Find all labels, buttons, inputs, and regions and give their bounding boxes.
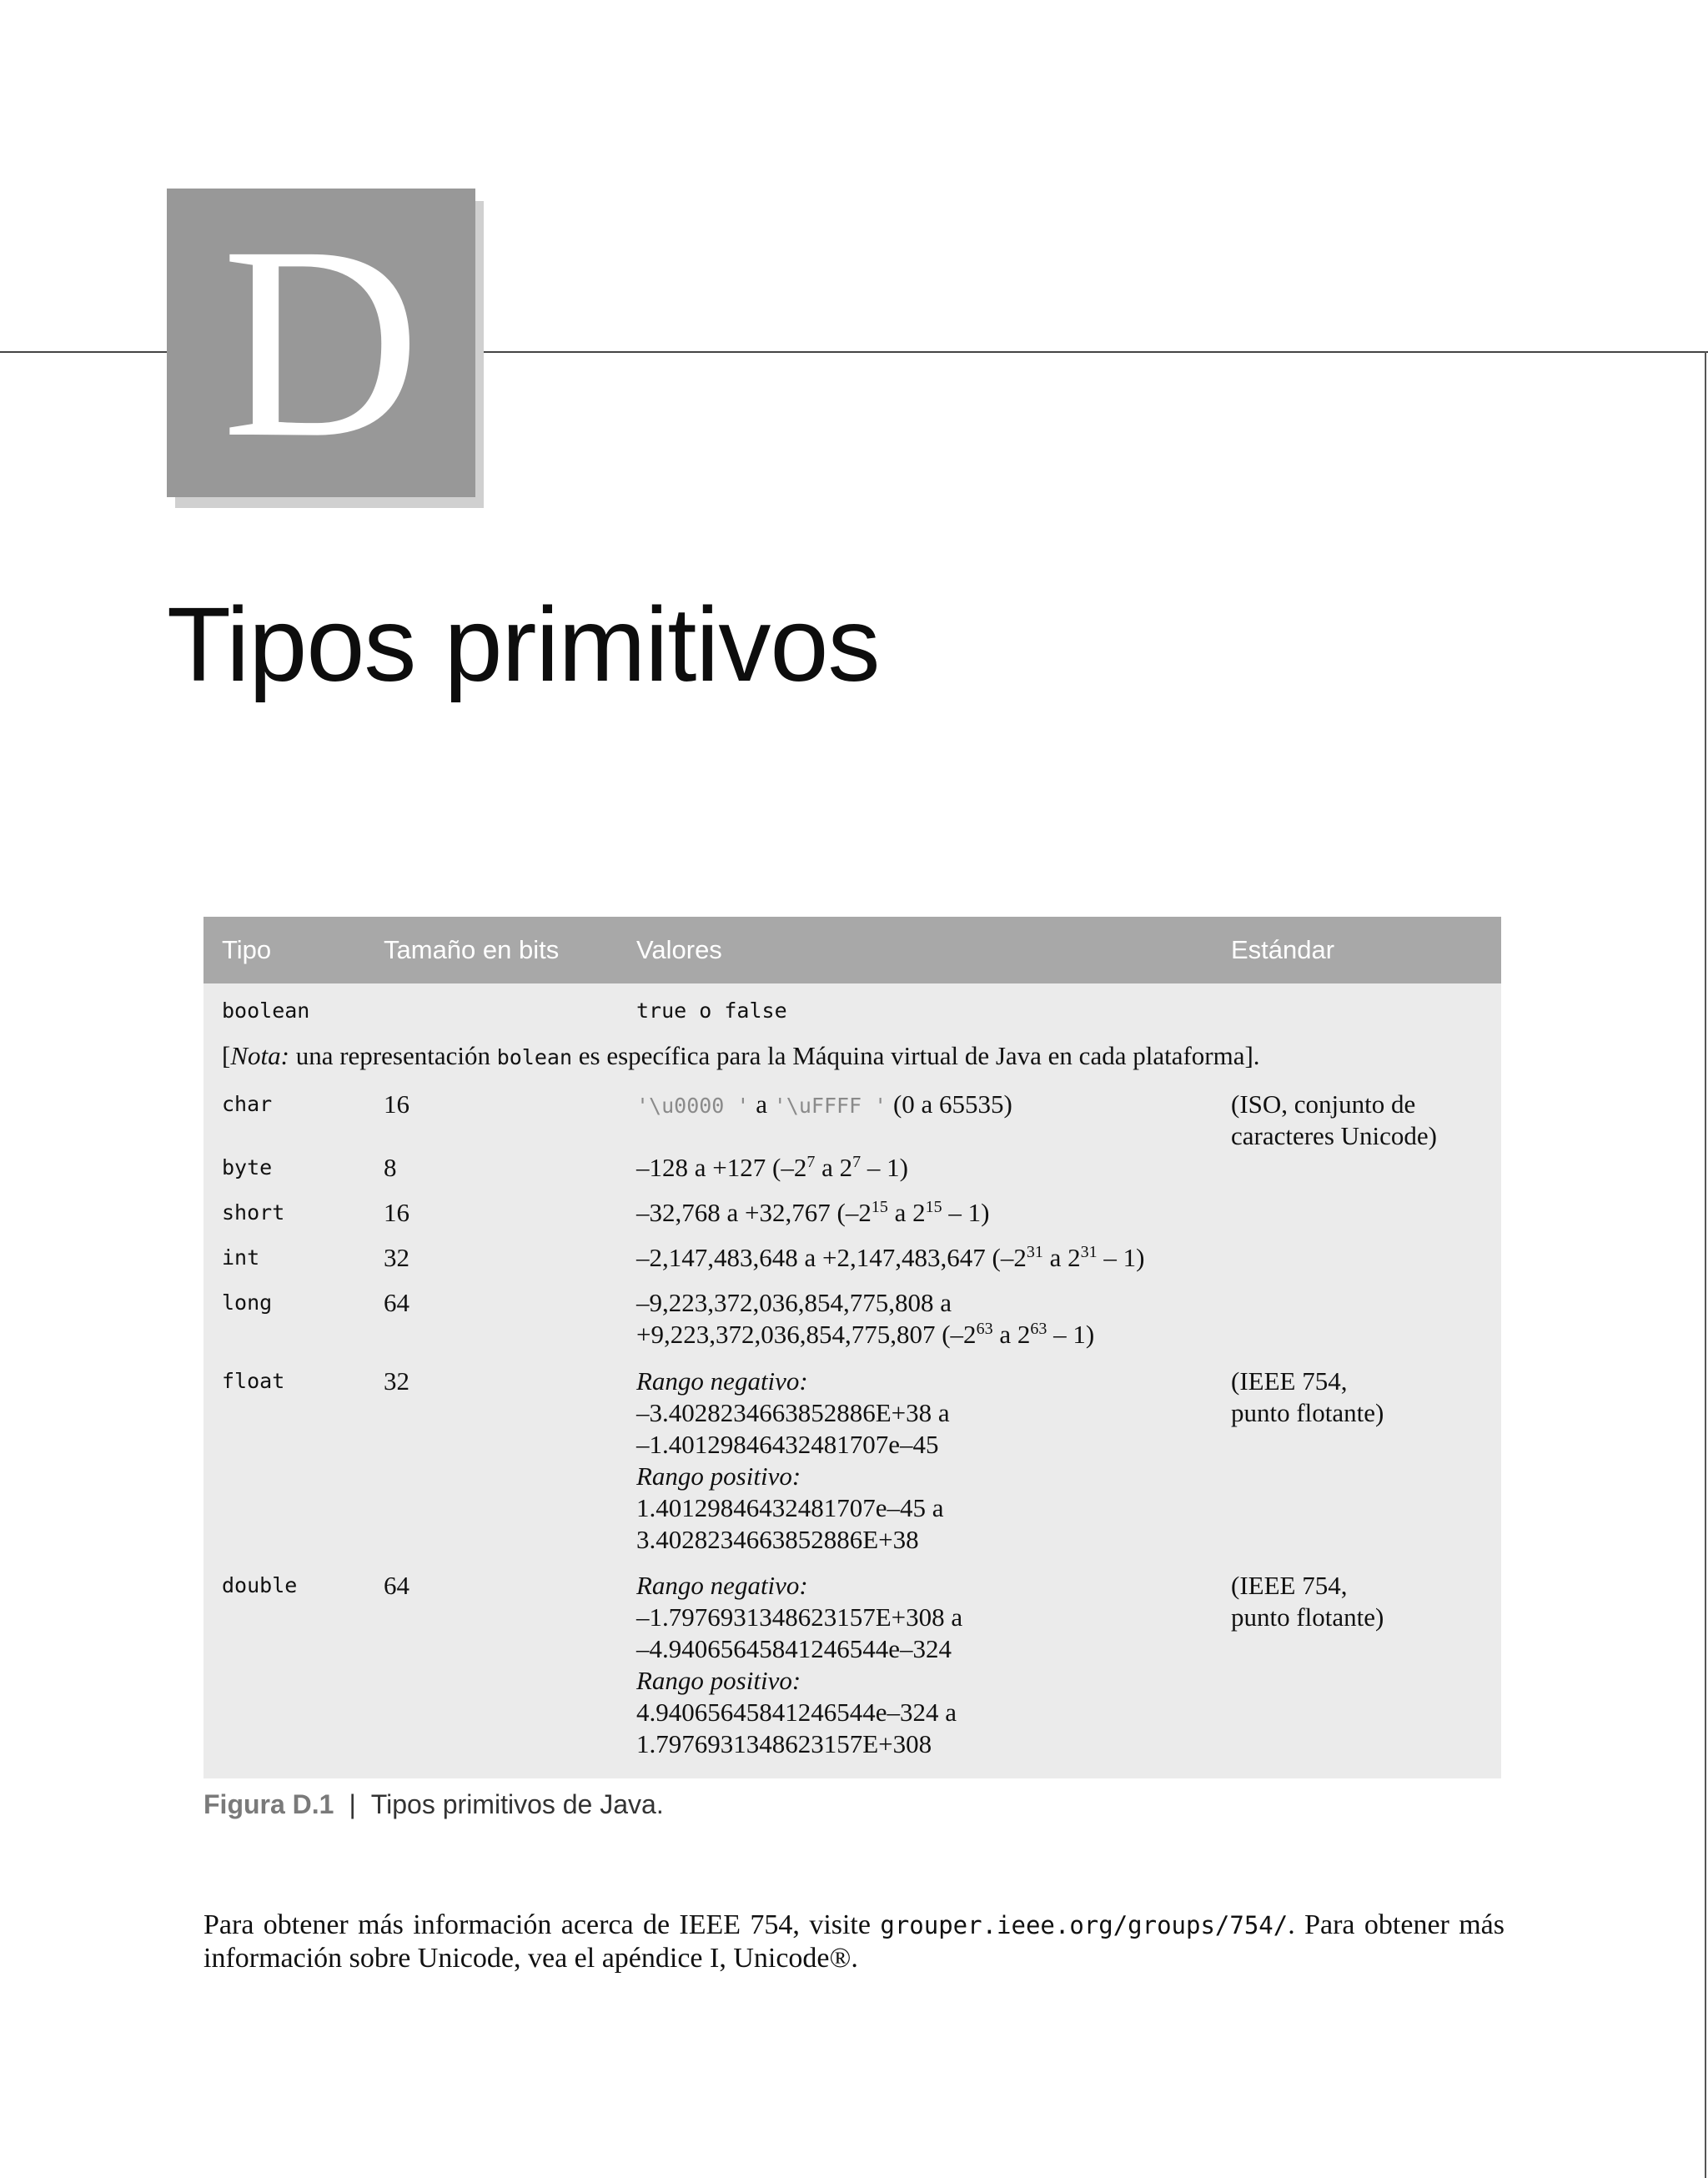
values-double: Rango negativo: –1.7976931348623157E+308 a –4.94065645841246544e–324 Rango positivo: 4.94065645841246544e–324 a 1.7976931348623157E+308: [636, 1571, 963, 1758]
caption-separator: |: [349, 1789, 356, 1819]
values-long: –9,223,372,036,854,775,808 a +9,223,372,036,854,775,807 ($-2^{63}$ a $2^{63} - 1$): [636, 1288, 1095, 1349]
chapter-title: Tipos primitivos: [167, 586, 880, 703]
type-short: short: [222, 1200, 285, 1225]
bits-char: 16: [384, 1089, 409, 1119]
values-byte: –128 a +127 ($-2^7$ a $2^7 - 1$): [636, 1153, 908, 1182]
type-char: char: [222, 1092, 273, 1116]
header-tamano: Tamaño en bits: [384, 935, 560, 964]
ieee-url: grouper.ieee.org/groups/754/: [880, 1911, 1289, 1939]
figure-caption: [203, 1789, 664, 1820]
bits-byte: 8: [384, 1153, 397, 1182]
type-long: long: [222, 1290, 273, 1315]
bits-double: 64: [384, 1571, 409, 1600]
type-double: double: [222, 1573, 298, 1597]
figure-label: Figura D.1: [203, 1789, 334, 1819]
values-char: '\u0000 ' a '\uFFFF ' (0 a 65535): [636, 1089, 1012, 1119]
header-rule-left: [0, 351, 167, 353]
boolean-note: [Nota: una representación bolean es específica para la Máquina virtual de Java en cada plataforma].: [222, 1041, 1260, 1070]
standard-float: (IEEE 754, punto flotante): [1231, 1366, 1384, 1427]
bits-float: 32: [384, 1366, 409, 1396]
header-rule-right: [482, 351, 1708, 353]
values-boolean: true o false: [636, 998, 787, 1023]
primitive-types-table: [203, 917, 1501, 1778]
type-int: int: [222, 1245, 260, 1270]
bits-short: 16: [384, 1198, 409, 1227]
bits-int: 32: [384, 1243, 409, 1272]
page-edge-rule: [1705, 351, 1706, 2178]
header-tipo: Tipo: [222, 935, 272, 964]
values-float: Rango negativo: –3.4028234663852886E+38 a –1.40129846432481707e–45 Rango positivo: 1.40129846432481707e–45 a 3.4028234663852886E+38: [636, 1366, 950, 1554]
bits-long: 64: [384, 1288, 409, 1317]
type-boolean: boolean: [222, 998, 310, 1023]
chapter-letter: D: [167, 189, 475, 497]
values-int: –2,147,483,648 a +2,147,483,647 ($-2^{31}$ a $2^{31} - 1$): [636, 1243, 1145, 1272]
standard-double: (IEEE 754, punto flotante): [1231, 1571, 1384, 1632]
header-estandar: Estándar: [1231, 935, 1335, 964]
header-valores: Valores: [636, 935, 722, 964]
caption-text: Tipos primitivos de Java.: [370, 1789, 664, 1819]
type-float: float: [222, 1369, 285, 1393]
values-short: –32,768 a +32,767 ($-2^{15}$ a $2^{15} - 1$): [636, 1198, 990, 1227]
body-paragraph: Para obtener más información acerca de IEEE 754, visite grouper.ieee.org/groups/754/. Para obtener más información sobre Unicode, vea el apéndice I, Unicode®.: [203, 1909, 1505, 1974]
table-header: [203, 917, 1501, 983]
note-code: bolean: [496, 1045, 573, 1069]
type-byte: byte: [222, 1155, 273, 1180]
note-label: Nota:: [230, 1041, 289, 1070]
standard-char: (ISO, conjunto de caracteres Unicode): [1231, 1089, 1437, 1150]
